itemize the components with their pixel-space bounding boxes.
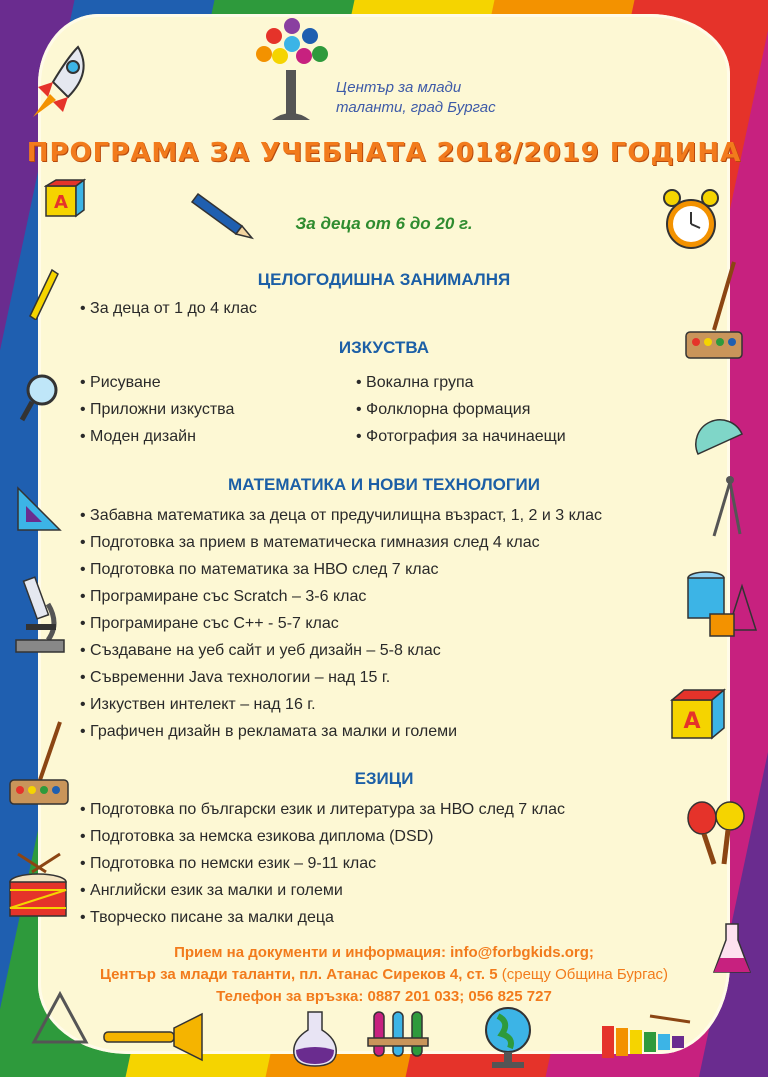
footer-phone: Телефон за връзка: 0887 201 033; 056 825 727 <box>216 988 552 1005</box>
abc-block-icon <box>44 178 86 218</box>
ruler-triangle-icon <box>14 484 64 534</box>
list-item: • Английски език за малки и големи <box>80 882 343 900</box>
list-item: • Програмиране със Scratch – 3-6 клас <box>80 588 366 606</box>
org-line-2: таланти, град Бургас <box>336 99 496 116</box>
handprint-tree-logo <box>252 16 332 120</box>
footer-address <box>0 966 768 983</box>
abc-block-icon <box>670 688 726 740</box>
protractor-icon <box>694 414 746 460</box>
page-title: ПРОГРАМА ЗА УЧЕБНАТА 2018/2019 ГОДИНА <box>26 138 742 168</box>
trumpet-icon <box>100 1010 206 1064</box>
footer-address-note: (срещу Община Бургас) <box>497 966 669 983</box>
magnifier-icon <box>18 372 64 424</box>
list-item: • Съвременни Java технологии – над 15 г. <box>80 669 390 687</box>
alarm-clock-icon <box>660 186 722 256</box>
list-item: • Изкуствен интелект – над 16 г. <box>80 696 316 714</box>
list-item: • Творческо писане за малки деца <box>80 909 334 927</box>
svg-text:A: A <box>683 709 701 734</box>
footer-contact: Прием на документи и информация: info@forbgkids.org; <box>174 944 594 961</box>
paint-palette-icon <box>8 720 70 806</box>
organization-name <box>336 78 496 118</box>
crayon-icon <box>22 260 62 320</box>
svg-text:A: A <box>54 192 68 213</box>
globe-icon <box>480 1004 536 1070</box>
heading-year-round: ЦЕЛОГОДИШНА ЗАНИМАЛНЯ <box>257 270 511 289</box>
heading-languages: ЕЗИЦИ <box>354 769 414 788</box>
heading-math: МАТЕМАТИКА И НОВИ ТЕХНОЛОГИИ <box>228 475 540 494</box>
list-item: • Създаване на уеб сайт и уеб дизайн – 5-8 клас <box>80 642 441 660</box>
pencil-icon <box>190 186 256 242</box>
org-line-1: Център за млади <box>336 79 462 96</box>
list-item: • Моден дизайн <box>80 428 196 446</box>
list-item: • Забавна математика за деца от предучилищна възраст, 1, 2 и 3 клас <box>80 507 602 525</box>
list-item: • Подготовка за прием в математическа гимназия след 4 клас <box>80 534 540 552</box>
rocket-icon <box>28 42 98 122</box>
flask-icon <box>290 1010 340 1068</box>
triangle-instrument-icon <box>30 990 90 1046</box>
list-item: • Вокална група <box>356 374 474 392</box>
heading-arts: ИЗКУСТВА <box>338 338 430 357</box>
list-item: • За деца от 1 до 4 клас <box>80 300 257 318</box>
drum-icon <box>6 850 72 922</box>
test-tubes-icon <box>366 1008 430 1068</box>
list-item: • Подготовка по математика за НВО след 7 клас <box>80 561 439 579</box>
compass-icon <box>708 474 744 540</box>
age-subtitle: За деца от 6 до 20 г. <box>295 214 473 233</box>
microscope-icon <box>12 574 68 656</box>
footer-address-main: Център за млади таланти, пл. Атанас Сиреков 4, ст. 5 <box>99 966 498 983</box>
list-item: • Фотография за начинаещи <box>356 428 566 446</box>
flask-icon <box>712 922 752 976</box>
paint-palette-icon <box>684 260 744 360</box>
xylophone-icon <box>600 1012 696 1062</box>
list-item: • Подготовка по български език и литература за НВО след 7 клас <box>80 801 565 819</box>
list-item: • Рисуване <box>80 374 161 392</box>
geometric-shapes-icon <box>684 570 758 640</box>
list-item: • Подготовка за немска езикова диплома (DSD) <box>80 828 434 846</box>
list-item: • Графичен дизайн в рекламата за малки и големи <box>80 723 457 741</box>
list-item: • Приложни изкуства <box>80 401 234 419</box>
list-item: • Подготовка по немски език – 9-11 клас <box>80 855 376 873</box>
list-item: • Програмиране със C++ - 5-7 клас <box>80 615 339 633</box>
list-item: • Фолклорна формация <box>356 401 530 419</box>
maracas-icon <box>684 800 750 866</box>
